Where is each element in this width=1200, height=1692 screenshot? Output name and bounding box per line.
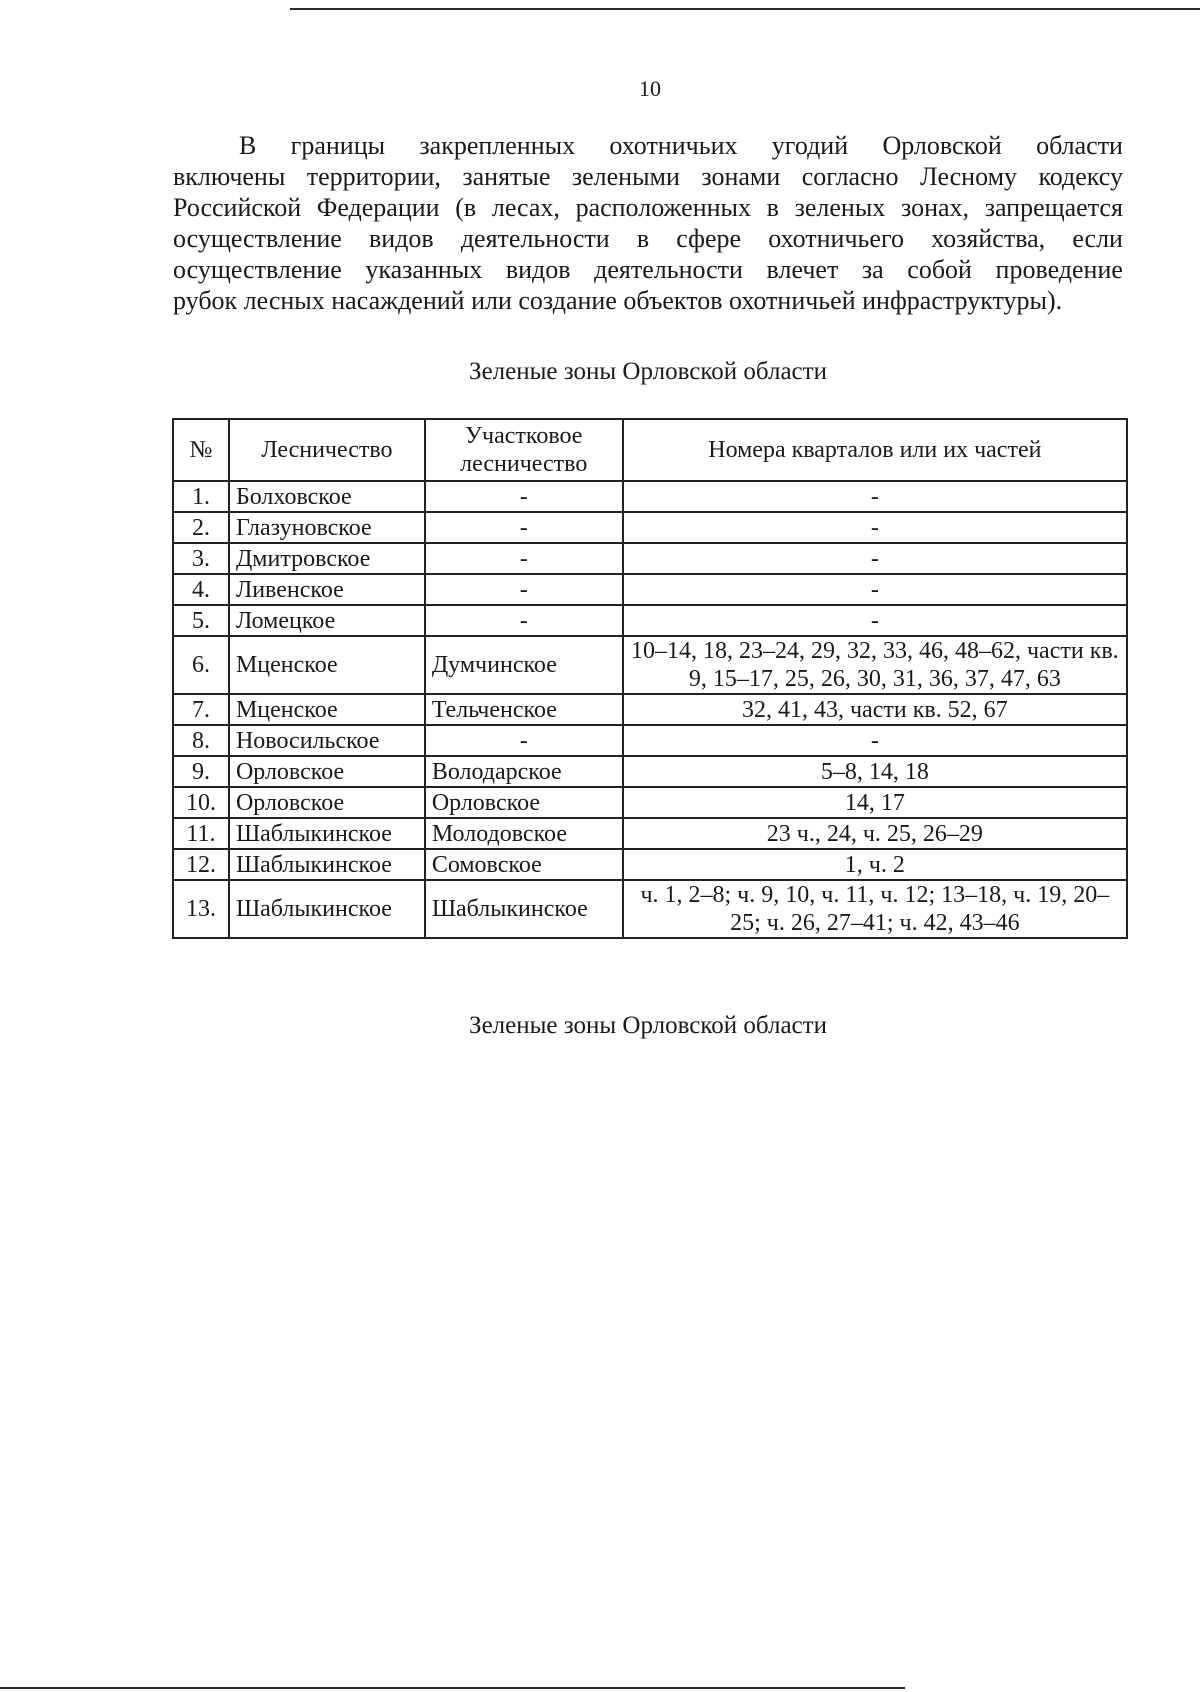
paragraph-word: В [239,131,257,160]
table-row [173,787,1127,818]
forestry-cell: Глазуновское [229,512,425,543]
paragraph-word: угодий [771,131,849,160]
green-zones-table [172,418,1128,939]
row-number-cell: 13. [173,880,229,938]
table-body [173,481,1127,938]
forestry-cell: Мценское [229,636,425,694]
table-row [173,543,1127,574]
row-number-cell: 6. [173,636,229,694]
paragraph-word: за [861,255,884,284]
section-forestry-cell: Володарское [425,756,623,787]
bottom-scan-rule [0,1687,905,1689]
table-row [173,880,1127,938]
section-forestry-cell: Думчинское [425,636,623,694]
paragraph-word: влечет [766,255,839,284]
second-caption: Зеленые зоны Орловской области [469,1012,827,1039]
paragraph-word: кодексу [1038,162,1123,191]
forestry-cell: Орловское [229,787,425,818]
forestry-cell: Шаблыкинское [229,880,425,938]
forestry-cell: Мценское [229,694,425,725]
table-row [173,725,1127,756]
row-number-cell: 5. [173,605,229,636]
paragraph-word: указанных [365,255,483,284]
paragraph-word: проведение [995,255,1123,284]
paragraph-word: видов [368,224,434,253]
paragraph-word: в [766,193,779,222]
paragraph-word: расположенных [575,193,751,222]
paragraph-word: зеленых [794,193,886,222]
paragraph-word: охотничьих [609,131,738,160]
quarters-cell: 1, ч. 2 [623,849,1127,880]
table-row [173,574,1127,605]
table-caption: Зеленые зоны Орловской области [469,358,827,385]
paragraph-word: осуществление [173,255,342,284]
quarters-cell: - [623,574,1127,605]
section-forestry-cell: - [425,605,623,636]
paragraph-word: границы [290,131,386,160]
section-forestry-cell: Орловское [425,787,623,818]
header-forestry: Лесничество [229,419,425,481]
row-number-cell: 11. [173,818,229,849]
paragraph-word: деятельности [594,255,743,284]
quarters-cell: 14, 17 [623,787,1127,818]
forestry-cell: Ливенское [229,574,425,605]
paragraph-line [173,161,1123,192]
row-number-cell: 2. [173,512,229,543]
forestry-cell: Болховское [229,481,425,512]
paragraph-word: в [636,224,650,253]
paragraph-word: Орловской [882,131,1002,160]
table-header-row [173,419,1127,481]
row-number-cell: 10. [173,787,229,818]
row-number-cell: 1. [173,481,229,512]
table-row [173,481,1127,512]
paragraph-word: Федерации [316,193,440,222]
paragraph-word: рубок лесных насаждений или создание объектов охотничьей инфраструктуры). [173,286,1063,315]
paragraph-word: зонах, [900,193,970,222]
table-row [173,512,1127,543]
quarters-cell: - [623,481,1127,512]
paragraph-line [173,285,1123,316]
paragraph-word: охотничьего [768,224,904,253]
table-row [173,694,1127,725]
quarters-cell: - [623,725,1127,756]
quarters-cell: 10–14, 18, 23–24, 29, 32, 33, 46, 48–62, части кв. 9, 15–17, 25, 26, 30, 31, 36, 37, 47, 63 [623,636,1127,694]
row-number-cell: 4. [173,574,229,605]
paragraph-word: если [1072,224,1123,253]
quarters-cell: ч. 1, 2–8; ч. 9, 10, ч. 11, ч. 12; 13–18, ч. 19, 20–25; ч. 26, 27–41; ч. 42, 43–46 [623,880,1127,938]
paragraph-word: хозяйства, [931,224,1046,253]
quarters-cell: - [623,512,1127,543]
paragraph-line [173,192,1123,223]
paragraph-word: деятельности [460,224,610,253]
section-forestry-cell: - [425,512,623,543]
row-number-cell: 7. [173,694,229,725]
paragraph-word: включены [173,162,286,191]
row-number-cell: 9. [173,756,229,787]
quarters-cell: 5–8, 14, 18 [623,756,1127,787]
paragraph-line [173,254,1123,285]
forestry-cell: Ломецкое [229,605,425,636]
forestry-cell: Шаблыкинское [229,818,425,849]
quarters-cell: 32, 41, 43, части кв. 52, 67 [623,694,1127,725]
section-forestry-cell: - [425,574,623,605]
paragraph-word: Лесному [919,162,1018,191]
forestry-cell: Дмитровское [229,543,425,574]
section-forestry-cell: Шаблыкинское [425,880,623,938]
section-forestry-cell: - [425,481,623,512]
table-row [173,636,1127,694]
header-quarters: Номера кварталов или их частей [623,419,1127,481]
header-num: № [173,419,229,481]
section-forestry-cell: Тельченское [425,694,623,725]
table-row [173,756,1127,787]
row-number-cell: 3. [173,543,229,574]
forestry-cell: Новосильское [229,725,425,756]
quarters-cell: - [623,605,1127,636]
paragraph-word: сфере [676,224,742,253]
section-forestry-cell: - [425,543,623,574]
body-paragraph [173,130,1123,316]
paragraph-word: согласно [801,162,899,191]
paragraph-word: зонами [701,162,781,191]
quarters-cell: - [623,543,1127,574]
row-number-cell: 8. [173,725,229,756]
table-row [173,605,1127,636]
paragraph-word: зелеными [571,162,680,191]
paragraph-word: области [1036,131,1123,160]
table-row [173,818,1127,849]
top-scan-rule [290,8,1200,10]
forestry-cell: Шаблыкинское [229,849,425,880]
section-forestry-cell: - [425,725,623,756]
paragraph-word: занятые [462,162,551,191]
paragraph-line [173,130,1123,161]
paragraph-line [173,223,1123,254]
paragraph-word: запрещается [984,193,1123,222]
table-row [173,849,1127,880]
forestry-cell: Орловское [229,756,425,787]
section-forestry-cell: Молодовское [425,818,623,849]
page-number: 10 [639,76,661,101]
paragraph-word: (в [455,193,477,222]
paragraph-word: осуществление [173,224,342,253]
paragraph-word: собой [907,255,972,284]
row-number-cell: 12. [173,849,229,880]
paragraph-word: территории, [306,162,441,191]
paragraph-word: видов [505,255,571,284]
header-section-forestry: Участковое лесничество [425,419,623,481]
section-forestry-cell: Сомовское [425,849,623,880]
paragraph-word: Российской [173,193,302,222]
paragraph-word: лесах, [491,193,560,222]
paragraph-word: закрепленных [419,131,576,160]
quarters-cell: 23 ч., 24, ч. 25, 26–29 [623,818,1127,849]
